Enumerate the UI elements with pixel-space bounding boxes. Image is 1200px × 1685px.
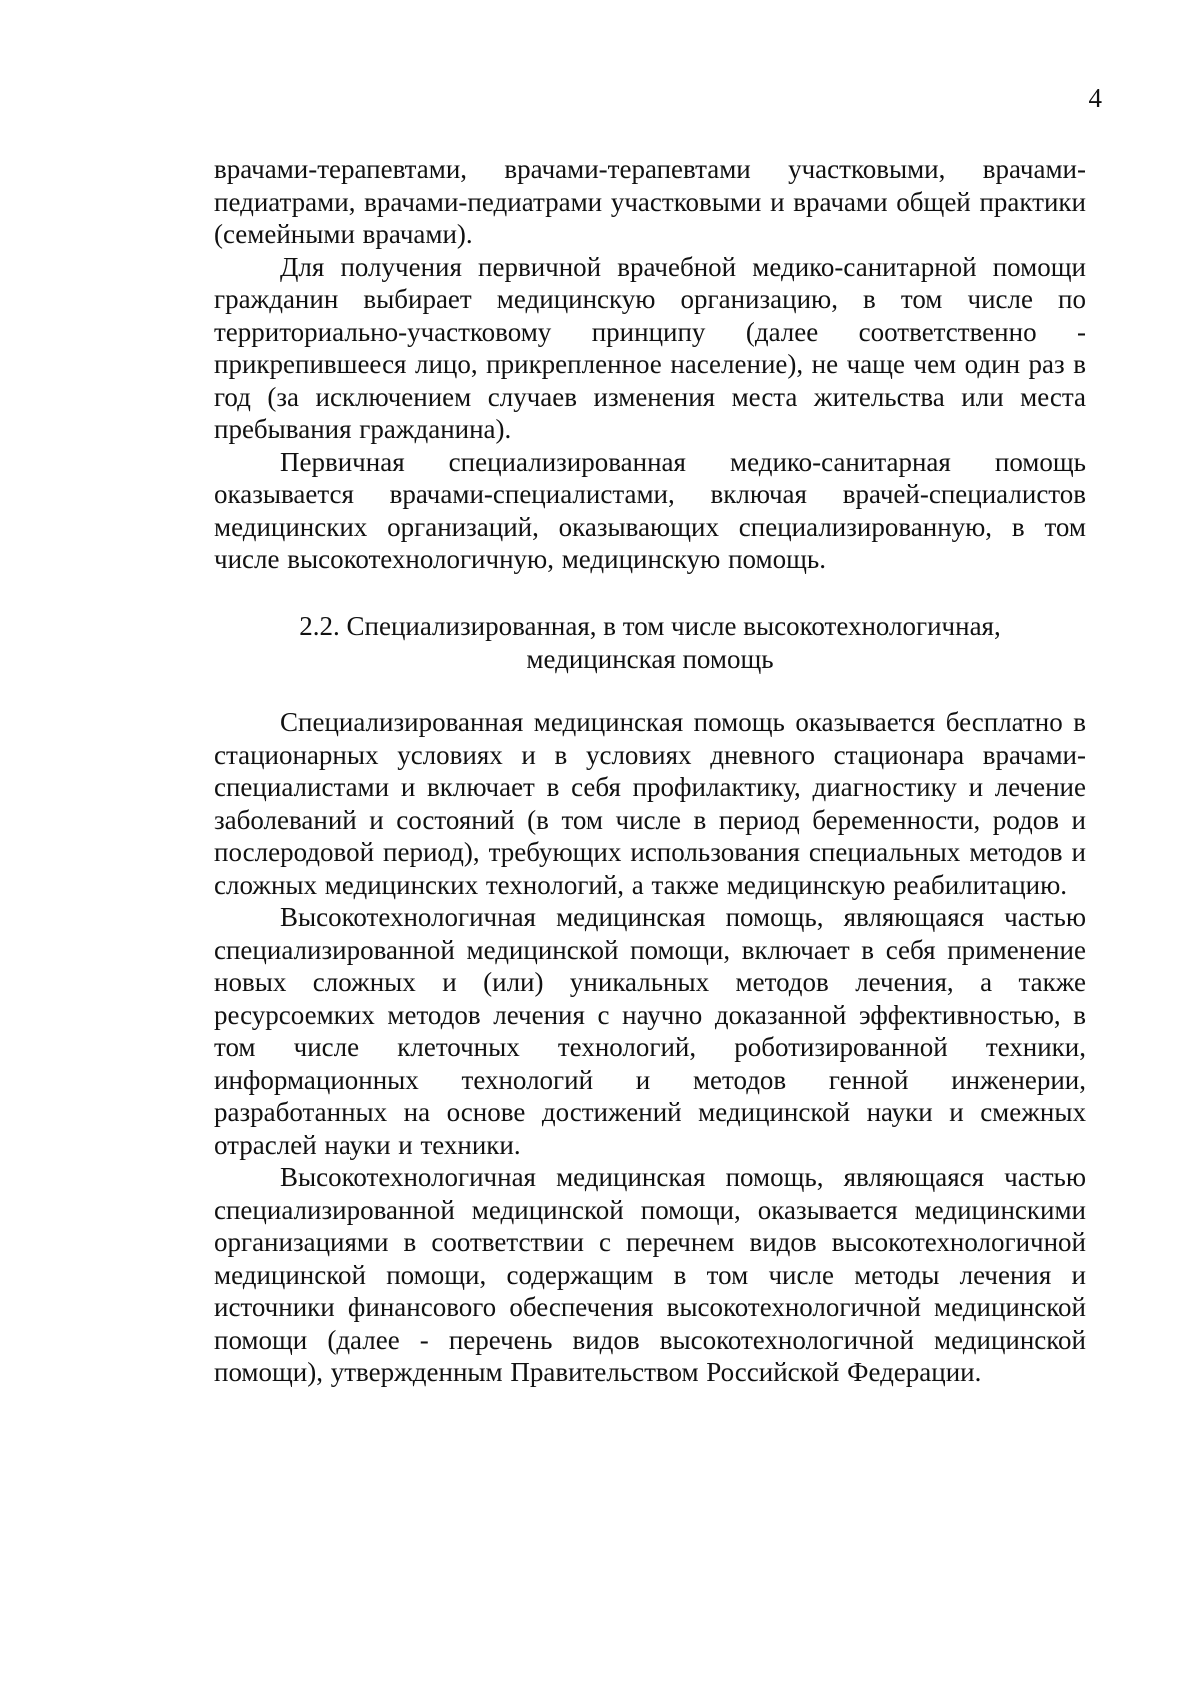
section-text-block xyxy=(214,706,1086,1389)
intro-text-block xyxy=(214,153,1086,576)
paragraph-specialized-care: Специализированная медицинская помощь оказывается бесплатно в стационарных условиях и в условиях дневного стационара врачами-специалистами и включает в себя профилактику, диагностику и лечение заболеваний и состояний (в том числе в период беременности, родов и послеродовой период), требующих использования специальных методов и сложных медицинских технологий, а также медицинскую реабилитацию. xyxy=(214,707,1086,900)
paragraph-continuation: врачами-терапевтами, врачами-терапевтами участковыми, врачами-педиатрами, врачами-педиатрами участковыми и врачами общей практики (семейными врачами). xyxy=(214,154,1086,249)
paragraph-primary-care-choice: Для получения первичной врачебной медико-санитарной помощи гражданин выбирает медицинскую организацию, в том числе по территориально-участковому принципу (далее соответственно - прикрепившееся лицо, прикрепленное население), не чаще чем один раз в год (за исключением случаев изменения места жительства или места пребывания гражданина). xyxy=(214,251,1086,444)
paragraph-high-tech-care-definition: Высокотехнологичная медицинская помощь, являющаяся частью специализированной медицинской помощи, включает в себя применение новых сложных и (или) уникальных методов лечения, а также ресурсоемких методов лечения с научно доказанной эффективностью, в том числе клеточных технологий, роботизированной техники, информационных технологий и методов генной инженерии, разработанных на основе достижений медицинской науки и смежных отраслей науки и техники. xyxy=(214,902,1086,1160)
section-heading xyxy=(214,610,1086,675)
page-number: 4 xyxy=(1088,83,1102,113)
paragraph-high-tech-care-provision: Высокотехнологичная медицинская помощь, являющаяся частью специализированной медицинской помощи, оказывается медицинскими организациями в соответствии с перечнем видов высокотехнологичной медицинской помощи, содержащим в том числе методы лечения и источники финансового обеспечения высокотехнологичной медицинской помощи (далее - перечень видов высокотехнологичной медицинской помощи), утвержденным Правительством Российской Федерации. xyxy=(214,1162,1086,1387)
section-heading-line-2: медицинская помощь xyxy=(526,643,774,674)
section-heading-line-1: 2.2. Специализированная, в том числе высокотехнологичная, xyxy=(299,611,1001,641)
paragraph-primary-specialized-care: Первичная специализированная медико-санитарная помощь оказывается врачами-специалистами, включая врачей-специалистов медицинских организаций, оказывающих специализированную, в том числе высокотехнологичную, медицинскую помощь. xyxy=(214,446,1086,574)
